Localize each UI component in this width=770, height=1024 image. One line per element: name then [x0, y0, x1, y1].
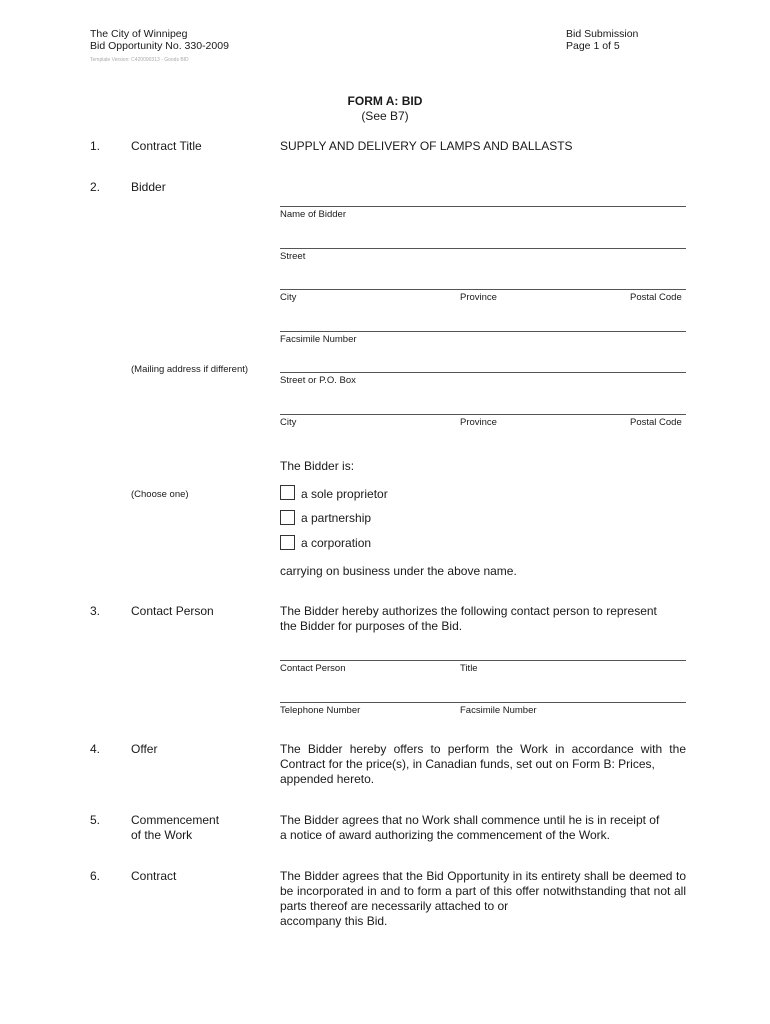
offer-paragraph-body: The Bidder hereby offers to perform the Work in accordance with the Contract for the price(s), in Canadian funds, set out on Form B: Prices,	[280, 742, 686, 771]
section-2-label: Bidder	[131, 180, 166, 194]
header-bid-opportunity: Bid Opportunity No. 330-2009	[90, 40, 229, 52]
telephone-number-label: Telephone Number	[280, 705, 361, 716]
name-of-bidder-line[interactable]	[280, 206, 686, 207]
mailing-province-label: Province	[460, 417, 497, 428]
sole-proprietor-checkbox[interactable]	[280, 485, 295, 500]
partnership-checkbox[interactable]	[280, 510, 295, 525]
section-5-label-line-2: of the Work	[131, 828, 193, 842]
contact-title-label: Title	[460, 663, 478, 674]
corporation-checkbox[interactable]	[280, 535, 295, 550]
commencement-paragraph-body: The Bidder agrees that no Work shall commence until he is in receipt of	[280, 813, 660, 827]
section-3-number: 3.	[90, 604, 101, 618]
contract-paragraph-body: The Bidder agrees that the Bid Opportunity in its entirety shall be deemed to be incorporated in and to form a part of this offer notwithstanding that not all parts thereof are necessarily attached to or	[280, 869, 686, 913]
contract-paragraph-last-line: accompany this Bid.	[280, 914, 388, 928]
facsimile-line[interactable]	[280, 331, 686, 332]
section-3-label: Contact Person	[131, 604, 214, 618]
mailing-city-province-postal-line[interactable]	[280, 414, 686, 415]
choose-one-note: (Choose one)	[131, 489, 189, 500]
mailing-postal-code-label: Postal Code	[630, 417, 682, 428]
mailing-address-note: (Mailing address if different)	[131, 364, 249, 375]
province-label: Province	[460, 292, 497, 303]
header-bid-submission: Bid Submission	[566, 28, 639, 40]
corporation-label: a corporation	[301, 536, 372, 550]
city-label: City	[280, 292, 297, 303]
bidder-is-label: The Bidder is:	[280, 459, 355, 473]
facsimile-label: Facsimile Number	[280, 334, 357, 345]
form-title: FORM A: BID	[347, 94, 423, 108]
city-province-postal-line[interactable]	[280, 289, 686, 290]
section-4-number: 4.	[90, 742, 101, 756]
contact-authorization-text-2: the Bidder for purposes of the Bid.	[280, 619, 463, 633]
offer-paragraph-last-line: appended hereto.	[280, 772, 375, 786]
contact-facsimile-label: Facsimile Number	[460, 705, 537, 716]
template-version-note: Template Version: C420090313 - Goods BID	[90, 57, 189, 63]
section-6-number: 6.	[90, 869, 101, 883]
carrying-on-business-text: carrying on business under the above name.	[280, 564, 517, 578]
sole-proprietor-label: a sole proprietor	[301, 487, 388, 501]
section-1-number: 1.	[90, 139, 101, 153]
telephone-facsimile-line[interactable]	[280, 702, 686, 703]
mailing-city-label: City	[280, 417, 297, 428]
name-of-bidder-label: Name of Bidder	[280, 209, 347, 220]
section-4-label: Offer	[131, 742, 158, 756]
form-subtitle: (See B7)	[361, 109, 409, 123]
contact-person-label: Contact Person	[280, 663, 346, 674]
commencement-paragraph-last-line: a notice of award authorizing the commencement of the Work.	[280, 828, 610, 842]
contract-title-value: SUPPLY AND DELIVERY OF LAMPS AND BALLASTS	[280, 139, 573, 153]
contract-paragraph	[280, 869, 686, 929]
commencement-paragraph	[280, 813, 686, 843]
header-page-number: Page 1 of 5	[566, 40, 620, 52]
header-city: The City of Winnipeg	[90, 28, 188, 40]
street-po-box-line[interactable]	[280, 372, 686, 373]
offer-paragraph	[280, 742, 686, 787]
contact-authorization-text-1: The Bidder hereby authorizes the following contact person to represent	[280, 604, 657, 618]
section-1-label: Contract Title	[131, 139, 202, 153]
section-2-number: 2.	[90, 180, 101, 194]
postal-code-label: Postal Code	[630, 292, 682, 303]
street-po-box-label: Street or P.O. Box	[280, 375, 356, 386]
partnership-label: a partnership	[301, 511, 372, 525]
street-line[interactable]	[280, 248, 686, 249]
contact-person-title-line[interactable]	[280, 660, 686, 661]
section-5-label-line-1: Commencement	[131, 813, 220, 827]
street-label: Street	[280, 251, 306, 262]
section-5-number: 5.	[90, 813, 101, 827]
section-6-label: Contract	[131, 869, 177, 883]
